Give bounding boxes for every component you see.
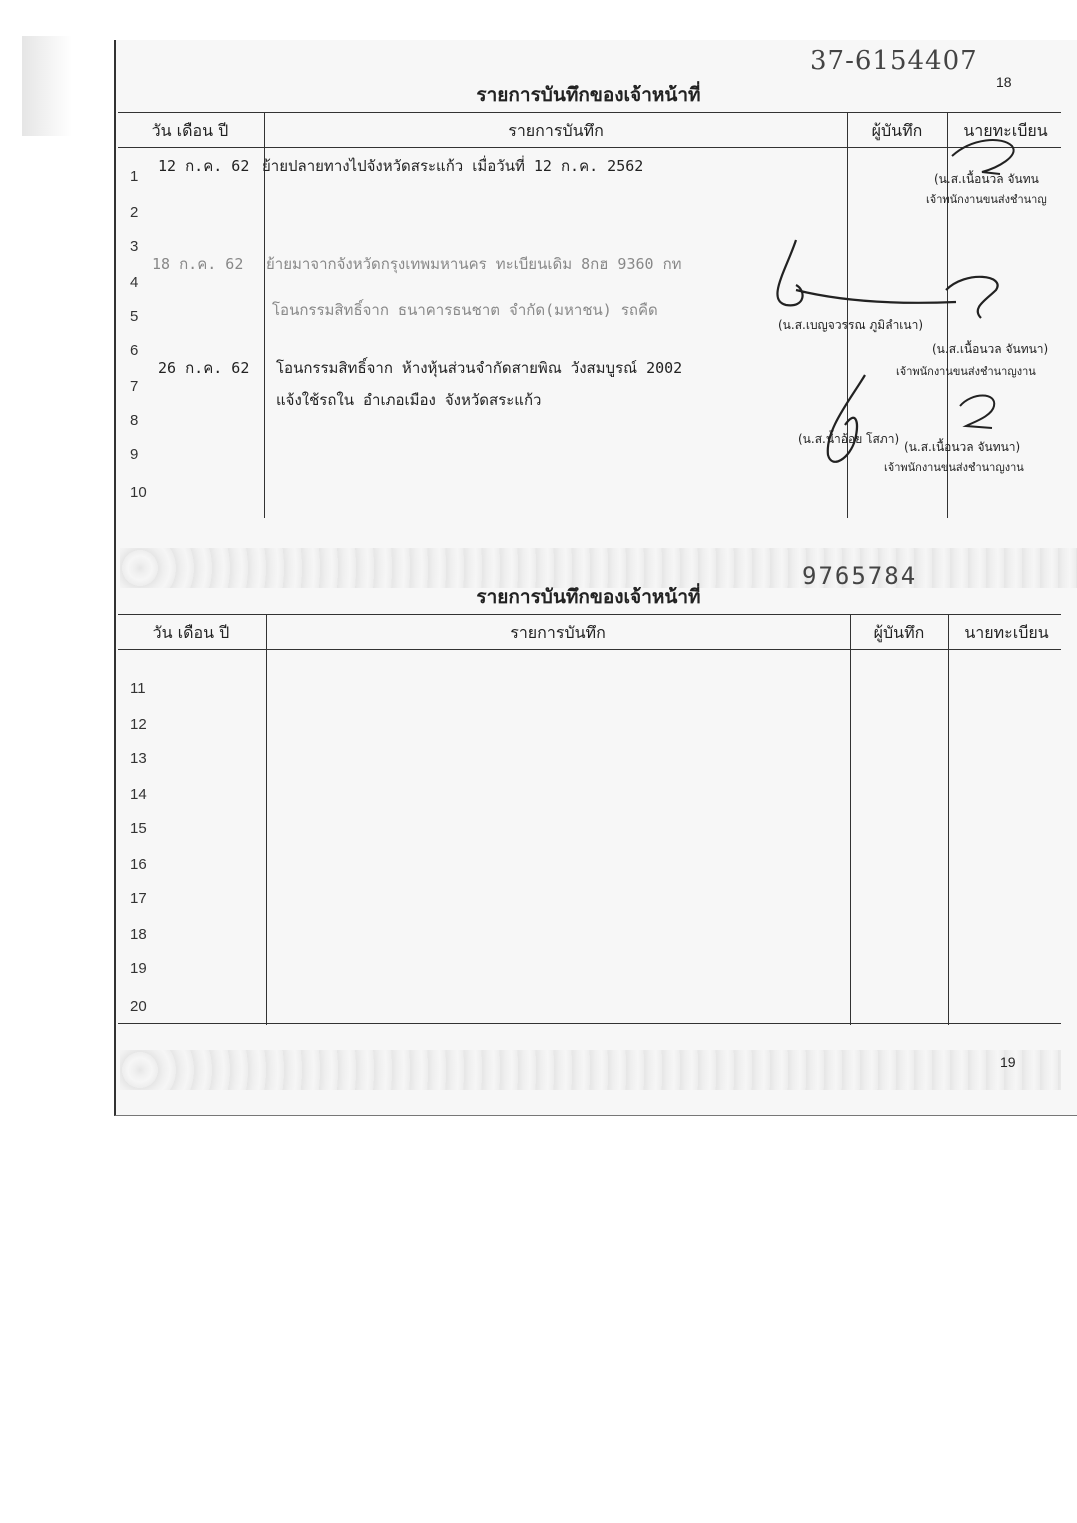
row-number: 5 [130,308,139,325]
row-number: 15 [130,820,147,837]
header-date: วัน เดือน ปี [152,623,230,642]
upper-table-header [118,113,1061,148]
divider [266,615,267,1025]
signature-name: (น.ส.เนื้อนวล จันทน [934,172,1039,186]
entry-text: ย้ายมาจากจังหวัดกรุงเทพมหานคร ทะเบียนเดิม 8กฮ 9360 กท [266,255,682,273]
signature-mark [952,388,1022,438]
row-number: 8 [130,412,139,429]
lower-record-table [118,614,1061,1025]
security-pattern-band [120,1050,1061,1090]
divider [850,615,851,1025]
row-number: 13 [130,750,147,767]
signature-mark [810,370,890,480]
signature-name: (น.ส.เนื้อนวล จันทนา) [904,440,1021,454]
entry-text: ย้ายปลายทางไปจังหวัดสระแก้ว เมื่อวันที่ 12 ก.ค. 2562 [262,157,644,175]
row-number: 3 [130,238,139,255]
upper-page-number: 18 [996,74,1012,90]
lower-table-header [118,615,1061,650]
serial-number: 9765784 [802,562,918,590]
signature-name: (น.ส.เบญจวรรณ ภูมิลำเนา) [778,318,924,332]
signature-name: (น.ส.น้ำอ้อย โสภา) [798,432,900,446]
lower-section [116,580,1061,1120]
scan-edge-shadow [22,36,72,136]
signature-mark [756,230,1006,330]
lower-page-number: 19 [1000,1054,1016,1070]
entry-text: โอนกรรมสิทธิ์จาก ห้างหุ้นส่วนจำกัดสายพิณ วังสมบูรณ์ 2002 [276,359,683,377]
upper-section-title: รายการบันทึกของเจ้าหน้าที่ [476,84,701,106]
row-number: 12 [130,716,147,733]
header-record: รายการบันทึก [510,623,606,642]
entry-date: 12 ก.ค. 62 [158,157,250,175]
entry-date: 18 ก.ค. 62 [152,255,244,273]
entry-text: โอนกรรมสิทธิ์จาก ธนาคารธนชาต จำกัด(มหาชน) รถคืด [272,301,658,319]
header-registrar: นายทะเบียน [963,121,1048,140]
record-sheet [114,40,1077,1116]
signature-role: เจ้าพนักงานขนส่งชำนาญงาน [896,365,1036,378]
upper-section [116,40,1061,520]
table-bottom-rule [118,1023,1061,1024]
entry-date: 26 ก.ค. 62 [158,359,250,377]
row-number: 14 [130,786,147,803]
row-number: 7 [130,378,139,395]
row-number: 16 [130,856,147,873]
row-number: 17 [130,890,147,907]
signature-role: เจ้าพนักงานขนส่งชำนาญ [926,193,1047,206]
row-number: 6 [130,342,139,359]
handwritten-reference: 37-6154407 [810,46,978,76]
row-number: 1 [130,168,139,185]
row-number: 9 [130,446,139,463]
entry-text: แจ้งใช้รถใน อำเภอเมือง จังหวัดสระแก้ว [276,391,542,409]
header-record: รายการบันทึก [508,121,604,140]
row-number: 18 [130,926,147,943]
signature-role: เจ้าพนักงานขนส่งชำนาญงาน [884,461,1024,474]
row-number: 11 [130,680,146,697]
row-number: 2 [130,204,139,221]
row-number: 4 [130,274,139,291]
signature-name: (น.ส.เนื้อนวล จันทนา) [932,342,1049,356]
header-recorder: ผู้บันทึก [871,121,923,140]
lower-section-title: รายการบันทึกของเจ้าหน้าที่ [476,586,701,608]
divider [948,615,949,1025]
header-registrar: นายทะเบียน [964,623,1049,642]
row-number: 10 [130,484,147,501]
header-date: วัน เดือน ปี [151,121,229,140]
row-number: 19 [130,960,147,977]
row-number: 20 [130,998,147,1015]
header-recorder: ผู้บันทึก [873,623,925,642]
